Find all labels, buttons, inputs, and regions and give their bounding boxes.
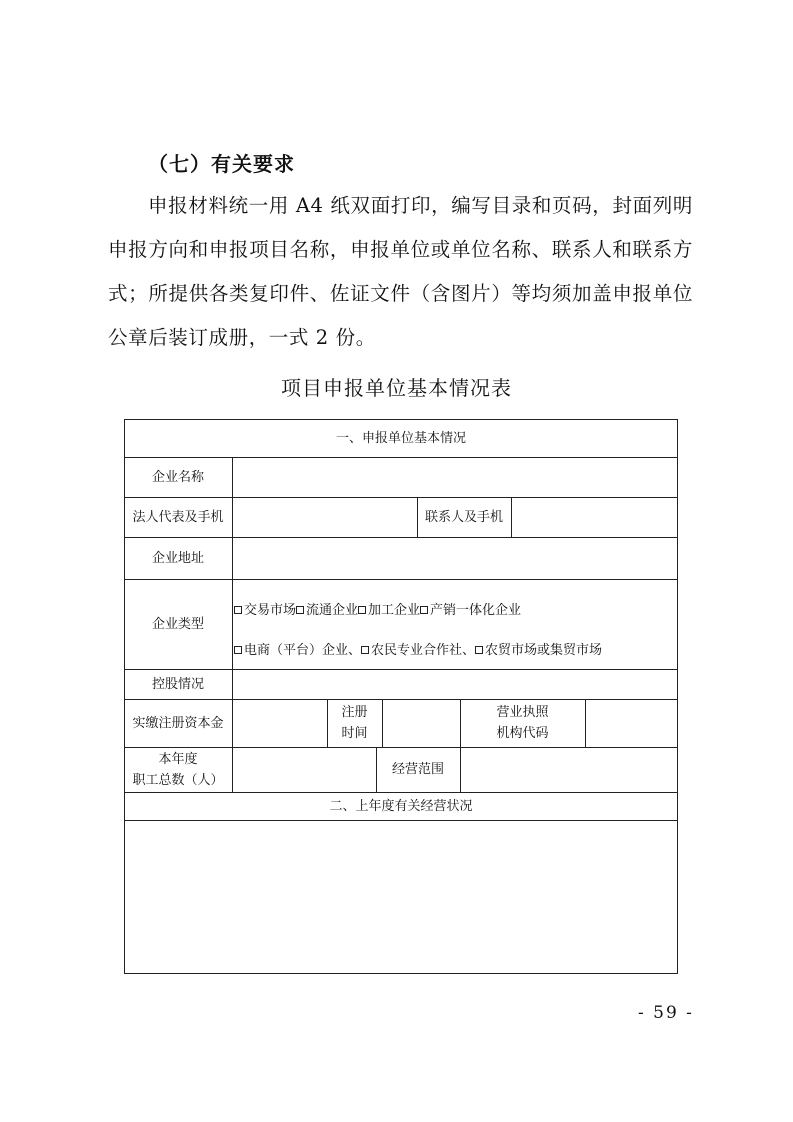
application-form-table (124, 419, 678, 974)
address-label: 企业地址 (151, 550, 204, 566)
company-type-options-1: 交易市场 流通企业 加工企业 产销一体化企业 (234, 599, 674, 621)
registration-time-label: 注册 时间 (341, 705, 368, 741)
checkbox-icon[interactable] (234, 606, 242, 614)
staff-count-label: 本年度 职工总数（人） (132, 752, 224, 788)
company-name-label: 企业名称 (151, 469, 204, 485)
company-type-options-2: 电商（平台）企业、 农民专业合作社、 农贸市场或集贸市场 (234, 639, 674, 661)
page-number: - 59 - (638, 1003, 694, 1023)
license-code-label: 营业执照 机构代码 (496, 705, 549, 741)
contact-label: 联系人及手机 (424, 509, 503, 525)
holding-label: 控股情况 (151, 676, 204, 692)
legal-rep-label: 法人代表及手机 (132, 509, 224, 525)
section1-header: 一、申报单位基本情况 (335, 430, 466, 446)
section-heading: （七）有关要求 (148, 152, 295, 176)
checkbox-icon[interactable] (420, 606, 428, 614)
checkbox-icon[interactable] (296, 606, 304, 614)
requirements-paragraph: 申报材料统一用 A4 纸双面打印，编写目录和页码，封面列明申报方向和申报项目名称，申报单位或单位名称、联系人和联系方式；所提供各类复印件、佐证文件（含图片）等均须加盖申报单位公章后装订成册，一式 2 份。 (108, 194, 693, 349)
checkbox-icon[interactable] (358, 606, 366, 614)
checkbox-icon[interactable] (361, 646, 369, 654)
table-title: 项目申报单位基本情况表 (281, 376, 512, 400)
checkbox-icon[interactable] (234, 646, 242, 654)
business-scope-label: 经营范围 (391, 762, 444, 777)
checkbox-icon[interactable] (475, 646, 483, 654)
section2-header: 二、上年度有关经营状况 (329, 798, 473, 814)
capital-label: 实缴注册资本金 (132, 715, 224, 731)
company-type-label: 企业类型 (151, 616, 204, 632)
